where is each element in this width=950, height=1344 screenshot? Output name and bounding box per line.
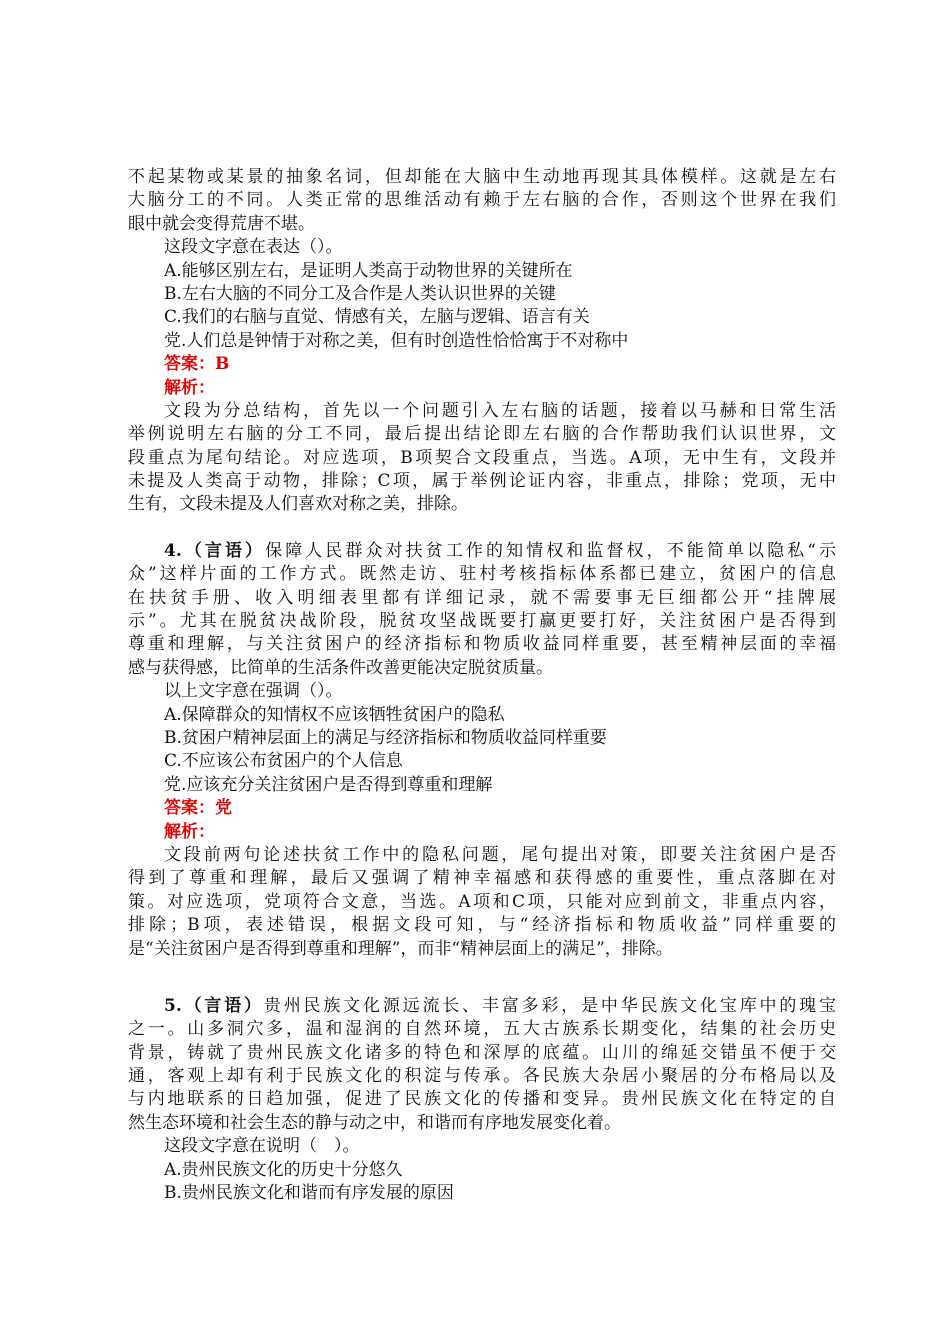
q4-stem-line: 尊重和理解，与关注贫困户的经济指标和物质收益同样重要，甚至精神层面的幸福 (128, 634, 836, 655)
q5-stem-line: 之一。山多洞穴多，温和湿润的自然环境，五大古族系长期变化，结集的社会历史 (128, 1019, 836, 1040)
q3-analysis-label: 解析： (164, 377, 215, 398)
q3-option-d: 党.人们总是钟情于对称之美，但有时创造性恰恰寓于不对称中 (164, 330, 629, 351)
q5-number: 5.（言语） (164, 995, 264, 1016)
q5-stem-text: 贵州民族文化源远流长、丰富多彩，是中华民族文化宝库中的瑰宝 (263, 995, 837, 1016)
q4-analysis-line: 文段前两句论述扶贫工作中的隐私问题，尾句提出对策，即要关注贫困户是否 (164, 844, 836, 865)
q4-stem-line: 在扶贫手册、收入明细表里都有详细记录，就不需要事无巨细都公开“挂牌展 (128, 587, 836, 608)
q3-analysis-line: 生有，文段未提及人们喜欢对称之美，排除。 (128, 494, 468, 515)
q4-stem-line: 众”这样片面的工作方式。既然走访、驻村考核指标体系都已建立，贫困户的信息 (128, 564, 836, 585)
q5-option-b: B.贵州民族文化和谐而有序发展的原因 (164, 1183, 454, 1204)
q4-stem-line: 感与获得感，比简单的生活条件改善更能决定脱贫质量。 (128, 657, 553, 678)
q4-analysis-line: 得到了尊重和理解，最后又强调了精神幸福感和获得感的重要性，重点落脚在对 (128, 868, 836, 889)
q5-stem-line: 与内地联系的日趋加强，促进了民族文化的传播和变异。贵州民族文化在特定的自 (128, 1089, 836, 1110)
q5-stem-line: 然生态环境和社会生态的静与动之中，和谐而有序地发展变化着。 (128, 1112, 621, 1133)
q3-answer: 答案：B (164, 354, 230, 375)
q4-number: 4.（言语） (164, 540, 266, 561)
q3-option-c: C.我们的右脑与直觉、情感有关，左脑与逻辑、语言有关 (164, 307, 590, 328)
q4-stem-line: 示”。尤其在脱贫决战阶段，脱贫攻坚战既要打赢更要打好，关注贫困户是否得到 (128, 611, 836, 632)
q5-option-a: A.贵州民族文化的历史十分悠久 (164, 1159, 403, 1180)
q5-stem-first-line (128, 995, 836, 1018)
q3-analysis-line: 举例说明左右脑的分工不同，最后提出结论即左右脑的合作帮助我们认识世界，文 (128, 424, 836, 445)
q4-option-c: C.不应该公布贫困户的个人信息 (164, 751, 403, 772)
q3-option-a: A.能够区别左右，是证明人类高于动物世界的关键所在 (164, 260, 573, 281)
q4-stem-text: 保障人民群众对扶贫工作的知情权和监督权，不能简单以隐私“示 (265, 540, 836, 561)
q4-analysis-line: 是“关注贫困户是否得到尊重和理解”，而非“精神层面上的满足”，排除。 (128, 938, 673, 959)
q3-prompt: 这段文字意在表达（）。 (164, 237, 343, 258)
q5-prompt: 这段文字意在说明（ ）。 (164, 1136, 360, 1157)
q3-option-b: B.左右大脑的不同分工及合作是人类认识世界的关键 (164, 283, 556, 304)
q4-stem-first-line (128, 540, 836, 563)
q4-option-b: B.贫困户精神层面上的满足与经济指标和物质收益同样重要 (164, 727, 607, 748)
question-4 (128, 540, 836, 961)
q4-analysis-label: 解析： (164, 821, 215, 842)
document-page (128, 166, 836, 1205)
q3-stem-line: 眼中就会变得荒唐不堪。 (128, 213, 315, 234)
q4-answer: 答案：党 (164, 798, 232, 819)
q3-stem-line: 不起某物或某景的抽象名词，但却能在大脑中生动地再现其具体模样。这就是左右 (128, 167, 836, 187)
question-5 (128, 995, 836, 1206)
q3-stem-line: 大脑分工的不同。人类正常的思维活动有赖于左右脑的合作，否则这个世界在我们 (128, 190, 836, 211)
q5-stem-line: 通，客观上却有利于民族文化的积淀与传承。各民族大杂居小聚居的分布格局以及 (128, 1066, 836, 1087)
q4-prompt: 以上文字意在强调（）。 (164, 681, 343, 702)
q3-analysis-line: 文段为分总结构，首先以一个问题引入左右脑的话题，接着以马赫和日常生活 (164, 400, 836, 421)
q4-option-d: 党.应该充分关注贫困户是否得到尊重和理解 (164, 774, 493, 795)
q4-option-a: A.保障群众的知情权不应该牺牲贫困户的隐私 (164, 704, 505, 725)
q5-stem-line: 背景，铸就了贵州民族文化诸多的特色和深厚的底蕴。山川的绵延交错虽不便于交 (128, 1042, 836, 1063)
q4-analysis-line: 排除；B项，表述错误，根据文段可知，与“经济指标和物质收益”同样重要的 (128, 915, 836, 936)
q4-analysis-line: 策。对应选项，党项符合文意，当选。A项和C项，只能对应到前文，非重点内容， (128, 891, 836, 912)
q3-analysis-line: 段重点为尾句结论。对应选项，B项契合文段重点，当选。A项，无中生有，文段并 (128, 447, 836, 468)
question-3 (128, 166, 836, 517)
q3-analysis-line: 未提及人类高于动物，排除；C项，属于举例论证内容，非重点，排除；党项，无中 (128, 471, 836, 492)
